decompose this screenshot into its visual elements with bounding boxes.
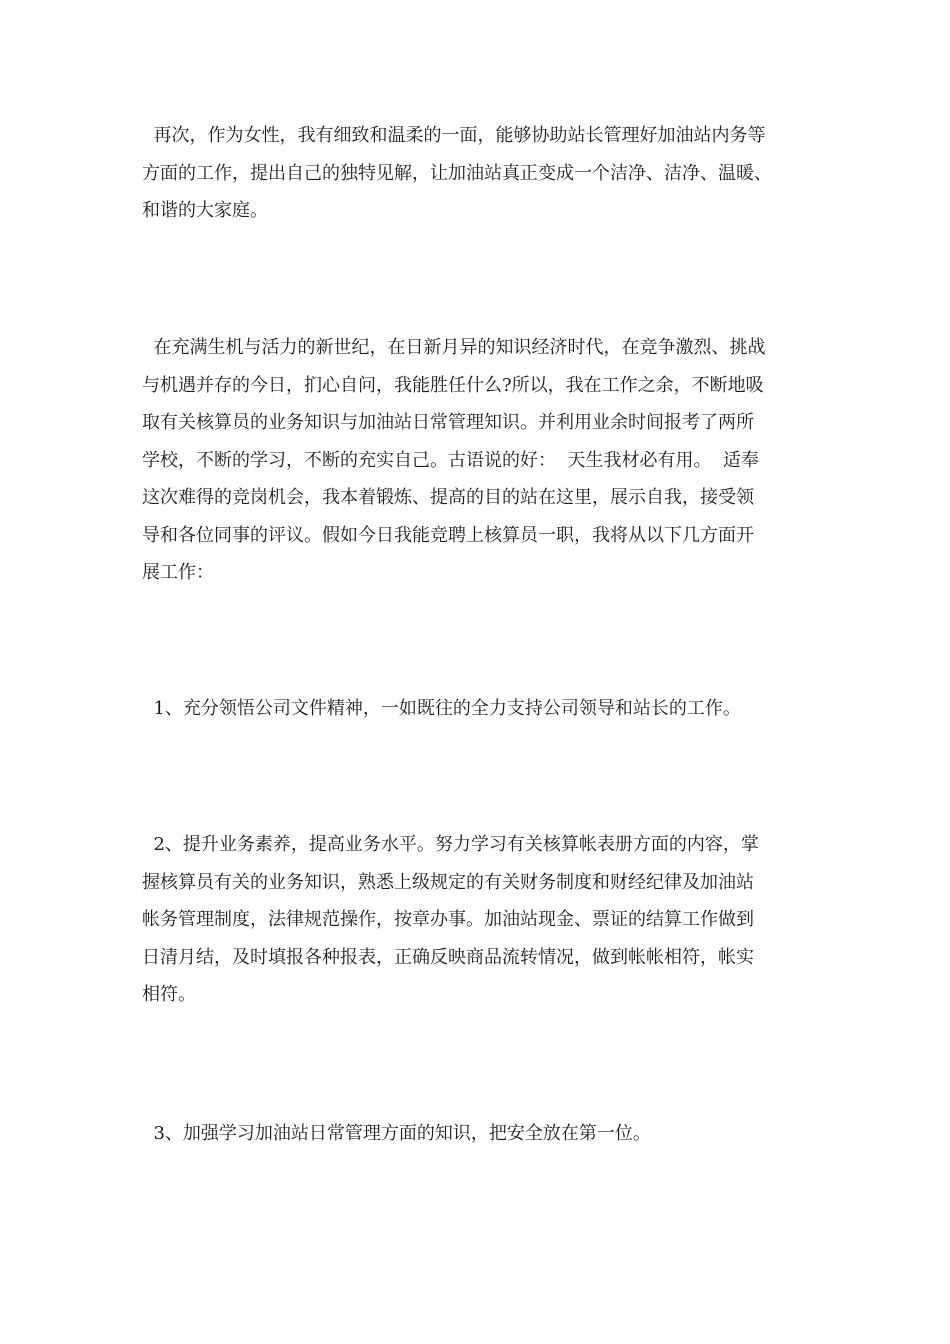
text-line: 2、提升业务素养，提高业务水平。努力学习有关核算帐表册方面的内容，掌 xyxy=(142,834,759,855)
text-line: 握核算员有关的业务知识，熟悉上级规定的有关财务制度和财经纪律及加油站 xyxy=(142,871,754,893)
text-line: 相符。 xyxy=(142,984,196,1005)
text-line: 与机遇并存的今日，扪心自问，我能胜任什么?所以，我在工作之余，不断地吸 xyxy=(142,374,764,396)
text-line: 在充满生机与活力的新世纪，在日新月异的知识经济时代，在竞争激烈、挑战 xyxy=(142,337,766,358)
text-line: 取有关核算员的业务知识与加油站日常管理知识。并利用业余时间报考了两所 xyxy=(142,412,754,433)
paragraph-item-3 xyxy=(142,1115,822,1153)
text-line: 日清月结，及时填报各种报表，正确反映商品流转情况，做到帐帐相符，帐实 xyxy=(142,946,754,968)
text-line: 1、充分领悟公司文件精神，一如既往的全力支持公司领导和站长的工作。 xyxy=(142,698,741,719)
text-line: 帐务管理制度，法律规范操作，按章办事。加油站现金、票证的结算工作做到 xyxy=(142,909,754,930)
text-line: 再次，作为女性，我有细致和温柔的一面，能够协助站长管理好加油站内务等 xyxy=(142,125,766,146)
text-line: 和谐的大家庭。 xyxy=(142,200,268,221)
paragraph-female-perspective xyxy=(142,117,822,230)
paragraph-new-century xyxy=(142,329,822,592)
text-line: 3、加强学习加油站日常管理方面的知识，把安全放在第一位。 xyxy=(142,1123,651,1144)
text-line: 导和各位同事的评议。假如今日我能竞聘上核算员一职，我将从以下几方面开 xyxy=(142,524,754,546)
paragraph-item-1 xyxy=(142,690,822,728)
text-line: 展工作： xyxy=(142,562,214,583)
text-line: 学校，不断的学习，不断的充实自己。古语说的好： 天生我材必有用。 适奉 xyxy=(142,449,759,471)
text-line: 方面的工作，提出自己的独特见解，让加油站真正变成一个洁净、洁净、温暖、 xyxy=(142,162,772,184)
paragraph-item-2 xyxy=(142,826,822,1014)
text-line: 这次难得的竞岗机会，我本着锻炼、提高的目的站在这里，展示自我，接受领 xyxy=(142,487,754,508)
